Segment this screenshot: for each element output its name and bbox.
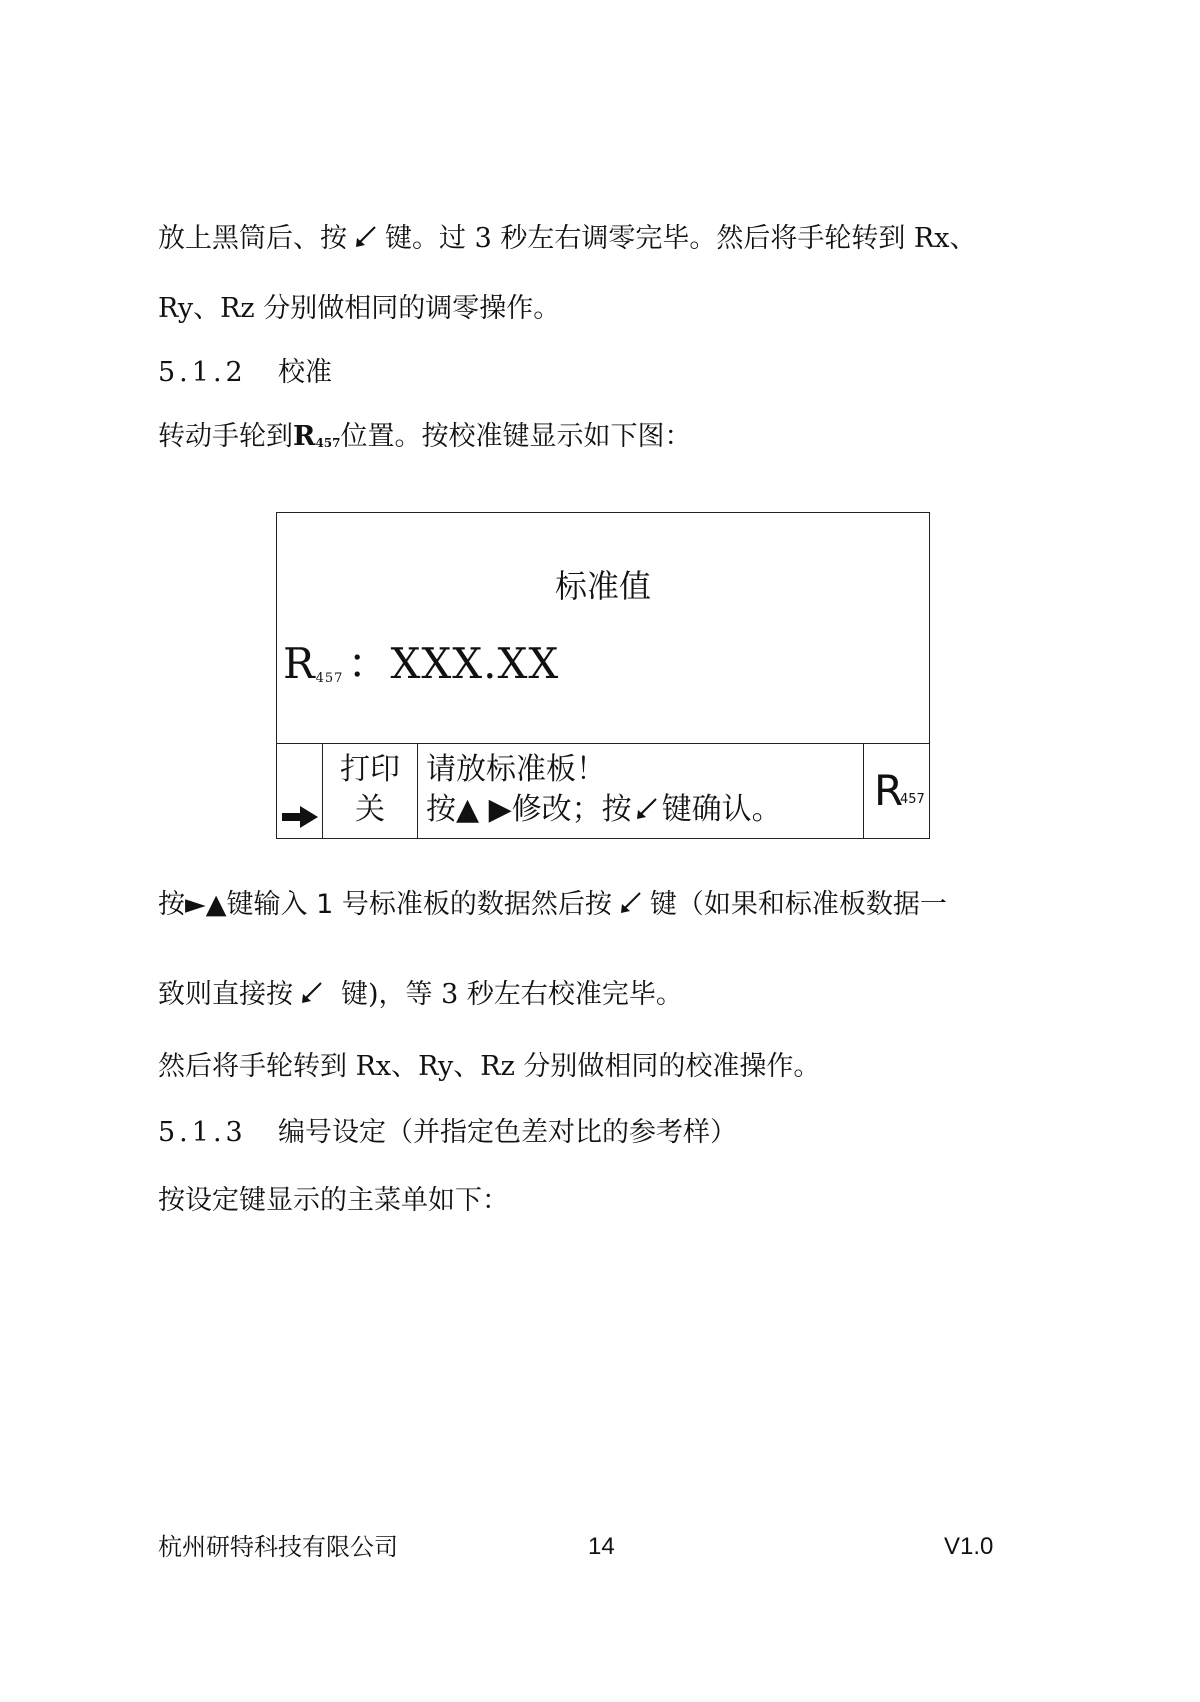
text-segment: 致则直接按: [158, 979, 293, 1010]
enter-key-icon: [618, 890, 644, 916]
footer-company: 杭州研特科技有限公司: [158, 1533, 398, 1561]
paragraph-calibration-steps: [158, 888, 947, 922]
paragraph-main-menu: 按设定键显示的主菜单如下：: [158, 1185, 509, 1216]
r-subscript: 457: [315, 436, 341, 450]
paragraph-calibration-repeat: 然后将手轮转到 Rx、Ry、Rz 分别做相同的校准操作。: [158, 1051, 821, 1082]
lcd-title: 标准值: [554, 567, 651, 605]
lcd-reading: [283, 631, 559, 691]
lcd-message-cell: [418, 744, 864, 838]
section-number: 5.1.2: [158, 357, 247, 388]
text-segment: 键（如果和标准板数据一: [649, 889, 947, 920]
lcd-status-bar: [277, 743, 929, 838]
lcd-arrow-cell: [277, 744, 323, 838]
paragraph-zeroing: [158, 222, 976, 256]
enter-key-icon: [299, 980, 325, 1006]
text-segment: 位置。按校准键显示如下图：: [340, 421, 692, 452]
lcd-print-label: 打印: [340, 752, 400, 787]
footer-page-number: 14: [588, 1533, 615, 1560]
enter-key-icon: [634, 796, 660, 822]
text-segment: 按▲ ▶修改；按: [426, 792, 632, 827]
lcd-mode-r: R: [874, 766, 904, 815]
text-segment: 键)，等 3 秒左右校准完毕。: [341, 979, 683, 1010]
right-arrow-icon: [280, 804, 320, 830]
lcd-mode-cell: [864, 744, 929, 838]
lcd-reading-sub: 457: [315, 671, 344, 686]
paragraph-calibration-intro: [158, 420, 692, 460]
lcd-message-line2: [426, 790, 863, 830]
lcd-mode-sub: 457: [900, 792, 925, 807]
lcd-reading-r: R: [283, 639, 316, 688]
text-segment: 放上黑筒后、按: [158, 223, 347, 254]
paragraph-calibration-steps-cont: [158, 978, 683, 1012]
section-title: 校准: [278, 357, 332, 388]
text-segment: 键。过 3 秒左右调零完毕。然后将手轮转到 Rx、: [385, 223, 977, 254]
lcd-message-line1: 请放标准板！: [426, 752, 606, 787]
paragraph-zeroing-cont: Ry、Rz 分别做相同的调零操作。: [158, 293, 561, 324]
section-title: 编号设定（并指定色差对比的参考样）: [278, 1117, 737, 1148]
footer-version: V1.0: [944, 1533, 994, 1560]
lcd-print-state: 关: [355, 792, 385, 827]
lcd-reading-value: ：XXX.XX: [347, 639, 560, 688]
lcd-display-diagram: [276, 512, 930, 839]
text-segment: 转动手轮到: [158, 421, 293, 452]
text-segment: 按►▲键输入 1 号标准板的数据然后按: [158, 889, 612, 920]
section-heading-calibration: [158, 356, 332, 390]
section-number: 5.1.3: [158, 1117, 247, 1148]
section-heading-numbering: [158, 1116, 737, 1150]
lcd-print-cell: [323, 744, 418, 838]
r-symbol: R: [293, 421, 316, 452]
text-segment: 键确认。: [661, 792, 782, 827]
enter-key-icon: [353, 224, 379, 250]
